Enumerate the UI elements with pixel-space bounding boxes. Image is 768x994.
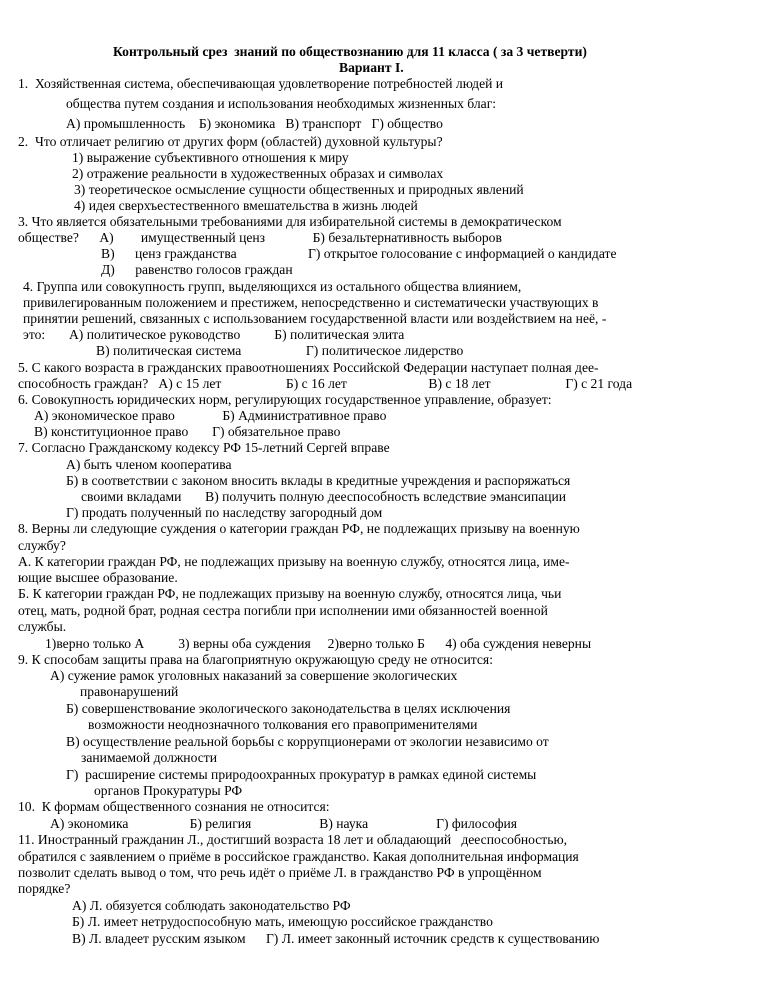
question-1-line-2: общества путем создания и использования необходимых жизненных благ: [66, 96, 497, 111]
question-8-line-1: 8. Верны ли следующие суждения о категории граждан РФ, не подлежащих призыву на военную [18, 521, 580, 536]
question-1-options: А) промышленность Б) экономика В) транспорт Г) общество [66, 116, 443, 131]
question-11-line-1: 11. Иностранный гражданин Л., достигший возраста 18 лет и обладающий дееспособностью, [18, 832, 567, 847]
question-5-line-2: способность граждан? А) с 15 лет Б) с 16 лет В) с 18 лет Г) с 21 года [18, 376, 633, 391]
question-11-line-4: порядке? [18, 881, 71, 896]
question-7-option-g: Г) продать полученный по наследству загородный дом [66, 505, 383, 520]
question-8-statement-a-1: А. К категории граждан РФ, не подлежащих призыву на военную службу, относятся лица, име- [18, 554, 570, 569]
question-4-line-1: 4. Группа или совокупность групп, выделяющихся из остального общества влиянием, [23, 279, 522, 294]
question-2-text: 2. Что отличает религию от других форм (областей) духовной культуры? [18, 134, 443, 149]
question-9-option-v-1: В) осуществление реальной борьбы с коррупционерами от экологии независимо от [66, 734, 549, 749]
question-8-line-2: службу? [18, 538, 66, 553]
question-5-line-1: 5. С какого возраста в гражданских правоотношениях Российской Федерации наступает полная дее- [18, 360, 599, 375]
question-9-option-b-2: возможности неоднозначного толкования его правоприменителями [88, 717, 478, 732]
question-2-option-3: 3) теоретическое осмысление сущности общественных и природных явлений [74, 182, 524, 197]
question-3-options-row-3: Д) равенство голосов граждан [101, 262, 293, 277]
question-11-line-2: обратился с заявлением о приёме в российское гражданство. Какая дополнительная информация [18, 849, 579, 864]
question-9-option-g-1: Г) расширение системы природоохранных прокуратур в рамках единой системы [66, 767, 537, 782]
question-11-option-b: Б) Л. имеет нетрудоспособную мать, имеющую российское гражданство [72, 914, 493, 929]
question-2-option-1: 1) выражение субъективного отношения к миру [72, 150, 349, 165]
question-8-statement-b-3: службы. [18, 619, 67, 634]
question-6-options-row-1: А) экономическое право Б) Административное право [34, 408, 387, 423]
question-11-line-3: позволит сделать вывод о том, что речь идёт о приёме Л. в гражданство РФ в упрощённом [18, 865, 542, 880]
question-7-option-b-cont: своими вкладами В) получить полную дееспособность вследствие эмансипации [81, 489, 567, 504]
question-11-options-vg: В) Л. владеет русским языком Г) Л. имеет законный источник средств к существованию [72, 931, 600, 946]
question-2-option-4: 4) идея сверхъестественного вмешательства в жизнь людей [74, 198, 418, 213]
question-8-statement-b-2: отец, мать, родной брат, родная сестра погибли при исполнении ими обязанностей военной [18, 603, 548, 618]
question-4-line-2: привилегированным положением и престижем, непосредственно и систематически участвующих в [23, 295, 599, 310]
question-6-options-row-2: В) конституционное право Г) обязательное право [34, 424, 341, 439]
question-9-option-a-1: А) сужение рамок уголовных наказаний за совершение экологических [50, 668, 458, 683]
question-3-options-row-1: обществе? А) имущественный ценз Б) безальтернативность выборов [18, 230, 502, 245]
question-10-options: А) экономика Б) религия В) наука Г) философия [50, 816, 518, 831]
question-6-text: 6. Совокупность юридических норм, регулирующих государственное управление, образует: [18, 392, 552, 407]
question-4-options-row-1: это: А) политическое руководство Б) политическая элита [23, 327, 405, 342]
question-7-text: 7. Согласно Гражданскому кодексу РФ 15-летний Сергей вправе [18, 440, 390, 455]
question-9-text: 9. К способам защиты права на благоприятную окружающую среду не относится: [18, 652, 493, 667]
variant-heading: Вариант I. [339, 60, 404, 75]
question-2-option-2: 2) отражение реальности в художественных образах и символах [72, 166, 444, 181]
question-4-line-3: принятии решений, связанных с использованием государственной власти или воздействием на неё, - [23, 311, 607, 326]
question-7-option-b: Б) в соответствии с законом вносить вклады в кредитные учреждения и распоряжаться [66, 473, 571, 488]
question-8-options: 1)верно только А 3) верны оба суждения 2)верно только Б 4) оба суждения неверны [45, 636, 592, 651]
question-8-statement-a-2: ющие высшее образование. [18, 570, 178, 585]
question-3-options-row-2: В) ценз гражданства Г) открытое голосование с информацией о кандидате [101, 246, 617, 261]
question-9-option-g-2: органов Прокуратуры РФ [94, 783, 243, 798]
question-3-text: 3. Что является обязательными требованиями для избирательной системы в демократическом [18, 214, 562, 229]
question-8-statement-b-1: Б. К категории граждан РФ, не подлежащих призыву на военную службу, относятся лица, чьи [18, 586, 562, 601]
question-1-line-1: 1. Хозяйственная система, обеспечивающая удовлетворение потребностей людей и [18, 76, 504, 91]
question-9-option-v-2: занимаемой должности [81, 750, 217, 765]
question-7-option-a: А) быть членом кооператива [66, 457, 232, 472]
question-9-option-b-1: Б) совершенствование экологического законодательства в целях исключения [66, 701, 511, 716]
question-10-text: 10. К формам общественного сознания не относится: [18, 799, 330, 814]
question-11-option-a: А) Л. обязуется соблюдать законодательство РФ [72, 898, 351, 913]
question-9-option-a-2: правонарушений [80, 684, 179, 699]
document-title: Контрольный срез знаний по обществознанию для 11 класса ( за 3 четверти) [113, 44, 587, 59]
question-4-options-row-2: В) политическая система Г) политическое лидерство [96, 343, 464, 358]
